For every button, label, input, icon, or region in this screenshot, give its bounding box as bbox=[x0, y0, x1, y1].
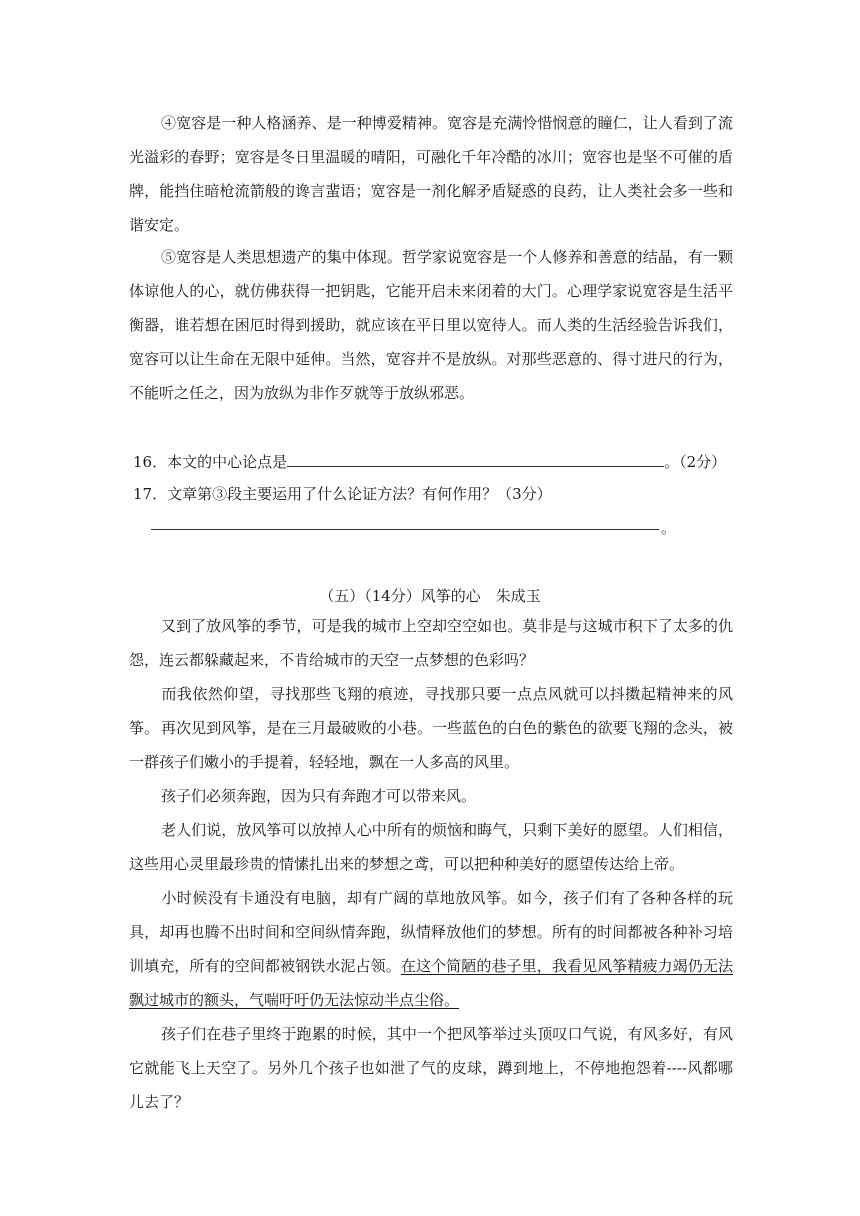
section-five-paragraph-3-text: 再次见到风筝，是在三月最破败的小巷。一些蓝色的白色的紫色的欲要飞翔的念头，被一群孩子们嫩小的手提着，轻轻地，飘在一人多高的风里。 bbox=[129, 719, 733, 771]
section-five-paragraph-3 bbox=[129, 711, 733, 779]
section-five-paragraph-6 bbox=[129, 881, 733, 1017]
section-five-title: （五）（14分）风筝的心 朱成玉 bbox=[319, 587, 541, 605]
question-16-tail: 。（2分） bbox=[664, 453, 727, 471]
section-five-paragraph-7 bbox=[129, 1017, 733, 1119]
section-five-paragraph-7-text: 孩子们在巷子里终于跑累的时候，其中一个把风筝举过头顶叹口气说，有风多好，有风它就能飞上天空了。另外几个孩子也如泄了气的皮球，蹲到地上，不停地抱怨着----风都哪儿去了？ bbox=[129, 1025, 733, 1111]
section-five-paragraph-2-text: 而我依然仰望，寻找那些飞翔的痕迹，寻找那只要一点点风就可以抖擞起精神来的风筝。 bbox=[129, 685, 733, 737]
question-17 bbox=[133, 482, 552, 506]
section-five-paragraph-1-text: 又到了放风筝的季节，可是我的城市上空却空空如也。莫非是与这城市积下了太多的仇怨，连云都躲藏起来，不肯给城市的天空一点梦想的色彩吗？ bbox=[129, 617, 733, 669]
paragraph-4-text: ④宽容是一种人格涵养、是一种博爱精神。宽容是充满怜惜悯意的瞳仁，让人看到了流光溢彩的春野；宽容是冬日里温暖的晴阳，可融化千年冷酷的冰川；宽容也是坚不可催的盾牌，能挡住暗枪流箭般的谗言蜚语；宽容是一剂化解矛盾疑惑的良药，让人类社会多一些和谐安定。 bbox=[129, 114, 733, 234]
question-16-answer-blank[interactable] bbox=[287, 451, 664, 467]
paragraph-5-text: ⑤宽容是人类思想遗产的集中体现。哲学家说宽容是一个人修养和善意的结晶，有一颗体谅他人的心，就仿佛获得一把钥匙，它能开启未来闭着的大门。心理学家说宽容是生活平衡器，谁若想在困厄时得到援助，就应该在平日里以宽待人。而人类的生活经验告诉我们，宽容可以让生命在无限中延伸。当然，宽容并不是放纵。对那些恶意的、得寸进尺的行为，不能听之任之，因为放纵为非作歹就等于放纵邪恶。 bbox=[129, 248, 733, 402]
section-five-paragraph-4-text: 孩子们必须奔跑，因为只有奔跑才可以带来风。 bbox=[161, 787, 477, 805]
section-five-paragraph-5-text: 老人们说，放风筝可以放掉人心中所有的烦恼和晦气，只剩下美好的愿望。人们相信，这些用心灵里最珍贵的情愫扎出来的梦想之鸢，可以把种种美好的愿望传达给上帝。 bbox=[129, 821, 733, 873]
section-five-paragraph-1 bbox=[129, 609, 733, 677]
question-17-answer-line[interactable] bbox=[151, 529, 659, 530]
passage-paragraph-5 bbox=[129, 240, 733, 410]
passage-paragraph-4 bbox=[129, 106, 733, 242]
underlined-sentence: 在这个简陋的巷子里，我看见风筝精疲力竭仍无法飘过城市的额头，气喘吁吁仍无法惊动半点尘俗。 bbox=[129, 957, 733, 1009]
question-17-text: 17．文章第③段主要运用了什么论证方法？有何作用？（3分） bbox=[133, 485, 552, 503]
question-17-end: 。 bbox=[661, 519, 677, 537]
section-five-paragraph-4 bbox=[129, 779, 733, 813]
question-16 bbox=[133, 450, 726, 474]
question-16-text: 16．本文的中心论点是 bbox=[133, 453, 288, 471]
section-five-paragraph-5 bbox=[129, 813, 733, 881]
section-five-paragraph-6-text: 小时候没有卡通没有电脑，却有广阔的草地放风筝。如今，孩子们有了各种各样的玩具，却再也腾不出时间和空间纵情奔跑，纵情释放他们的梦想。所有的时间都被各种补习培训填充，所有的空间都被钢铁水泥占领。 bbox=[129, 889, 733, 975]
